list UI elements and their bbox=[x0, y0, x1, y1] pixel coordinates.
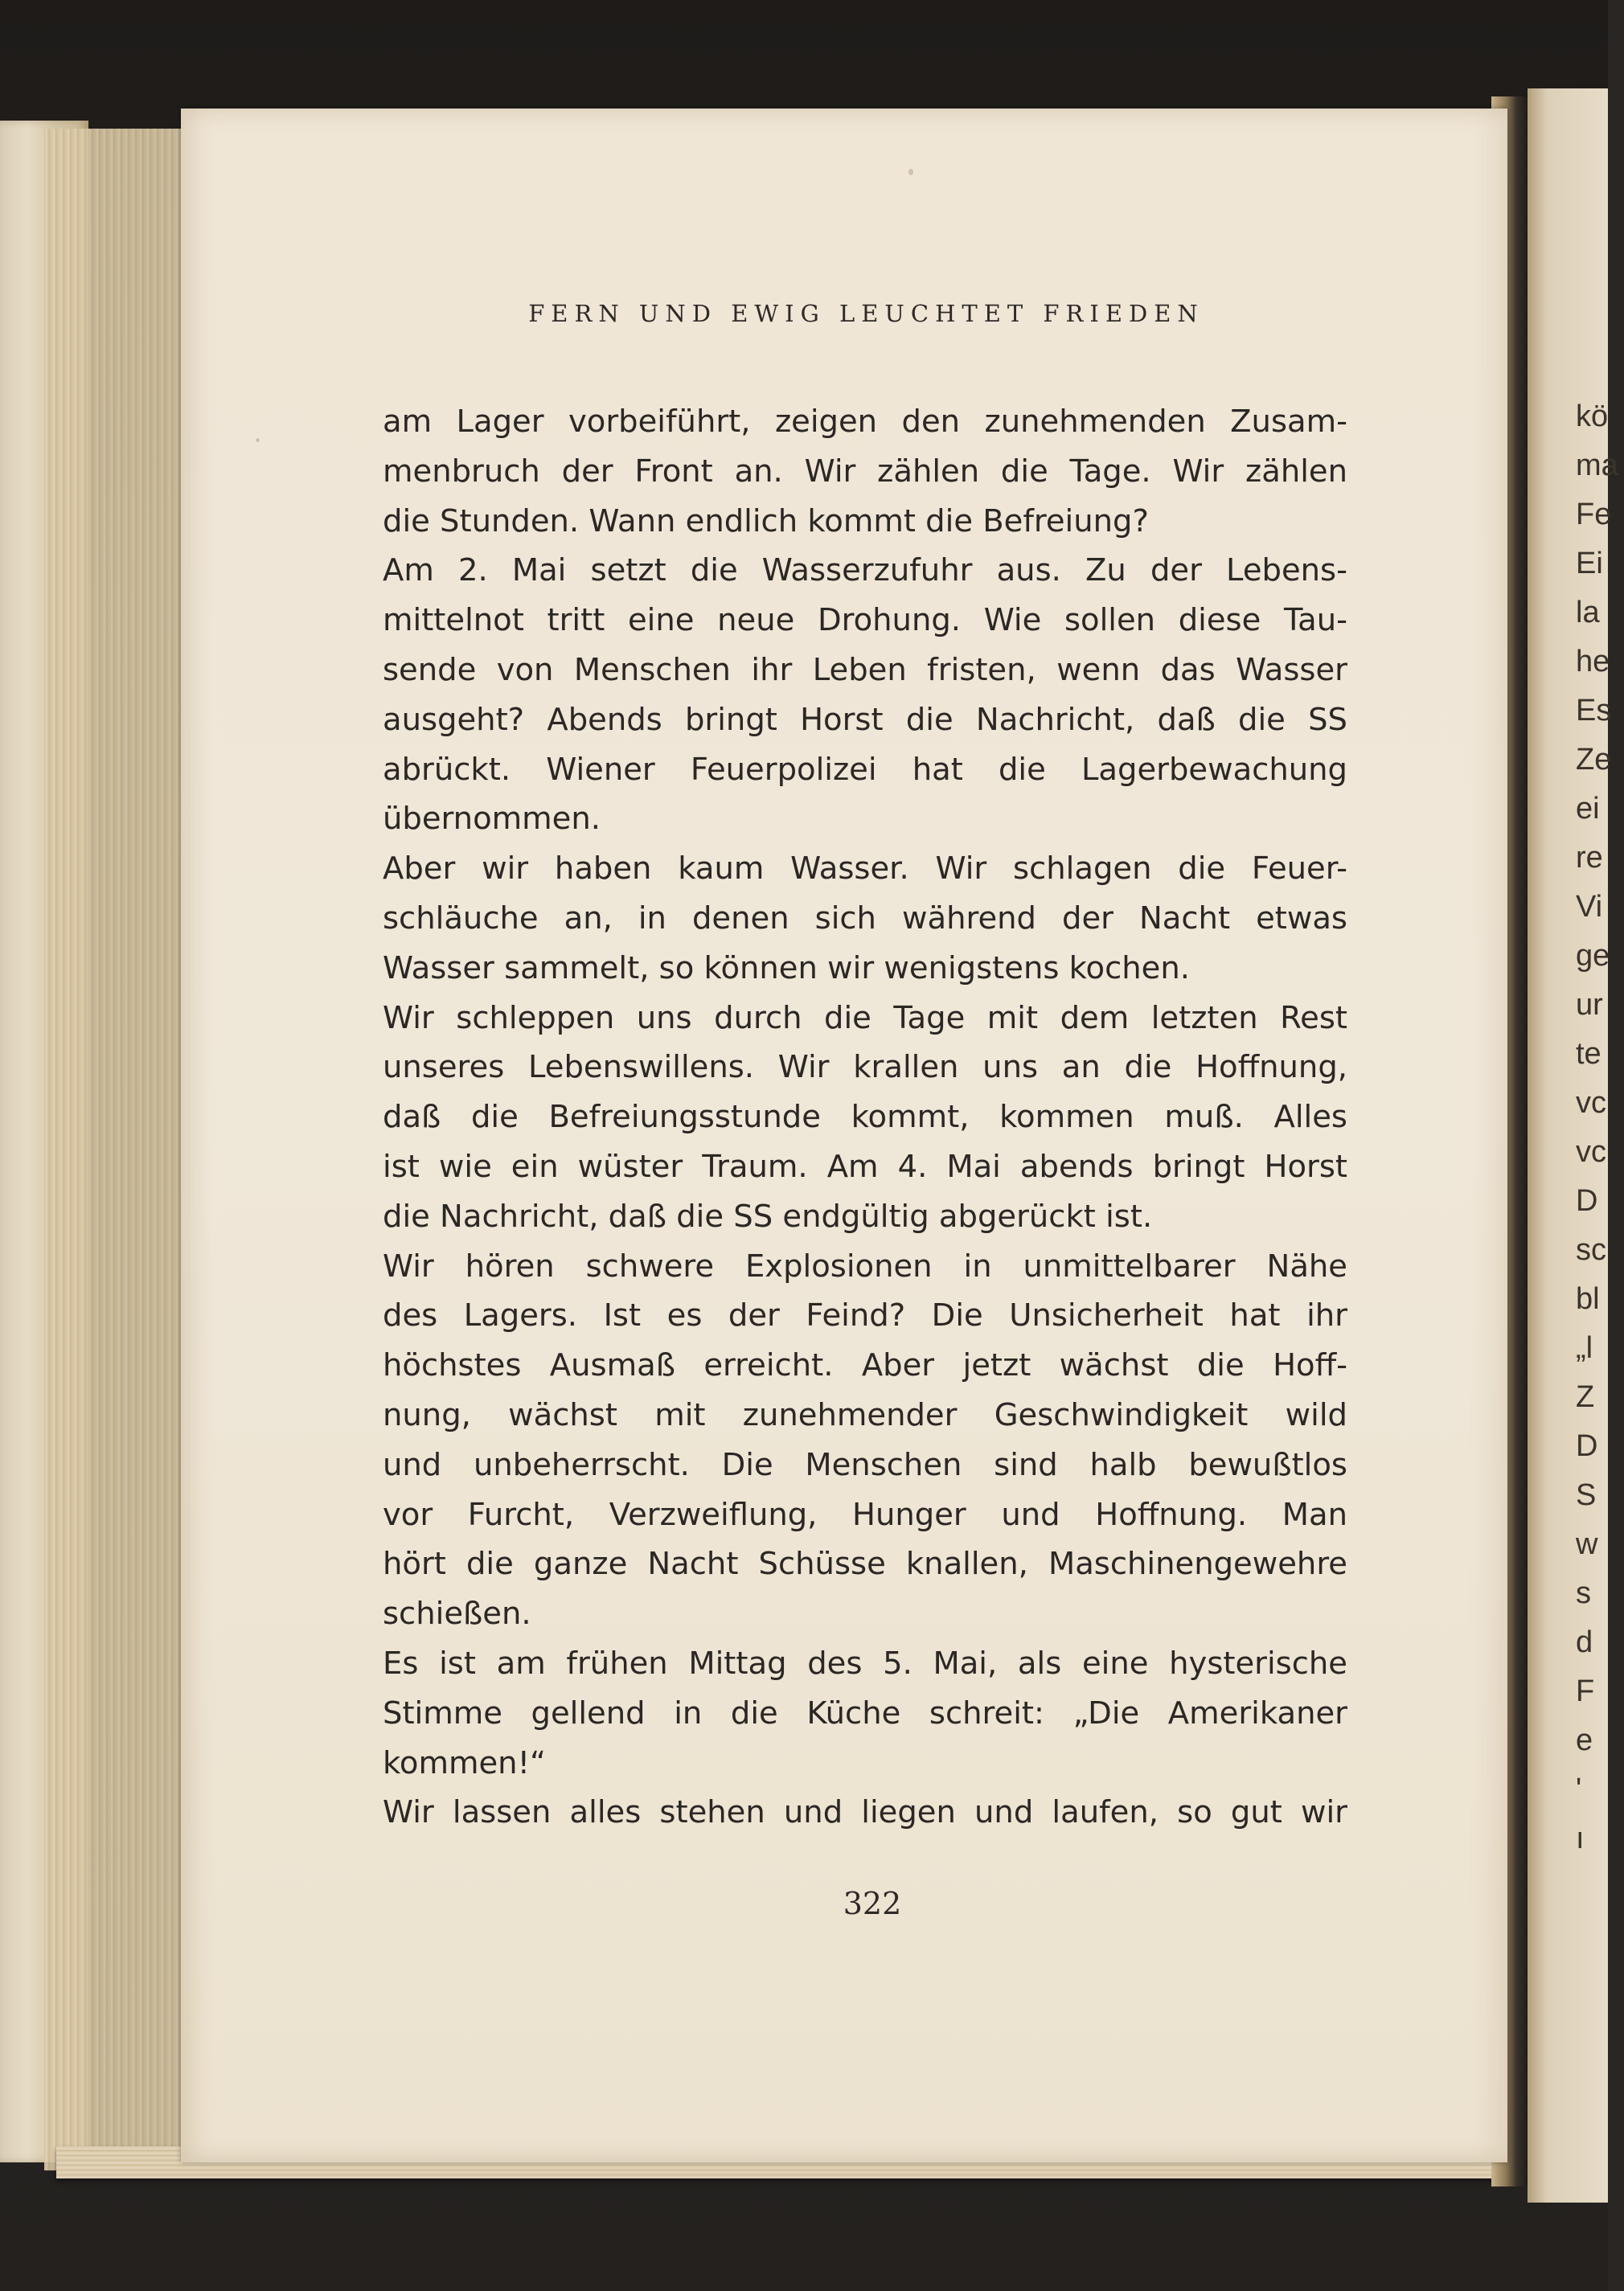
text-line: schläuche an, in denen sich während der Nacht etwas bbox=[383, 900, 1347, 936]
text-line: Wir hören schwere Explosionen in unmittelbarer Nähe bbox=[383, 1248, 1347, 1285]
text-line: des Lagers. Ist es der Feind? Die Unsicherheit hat ihr bbox=[383, 1297, 1347, 1334]
facing-text-fragment: Ei bbox=[1576, 547, 1603, 580]
facing-text-fragment: Vi bbox=[1576, 890, 1603, 924]
facing-text-fragment: kö bbox=[1576, 400, 1609, 433]
facing-text-fragment: ge bbox=[1576, 939, 1610, 973]
facing-text-fragment: ı bbox=[1576, 1822, 1585, 1855]
facing-text-fragment: ma bbox=[1576, 449, 1618, 482]
facing-text-fragment: S bbox=[1576, 1478, 1597, 1512]
facing-text-fragment: bl bbox=[1576, 1282, 1600, 1316]
text-line: die Stunden. Wann endlich kommt die Befreiung? bbox=[383, 502, 1149, 539]
page-stack-edge bbox=[44, 129, 181, 2170]
facing-text-fragment: he bbox=[1576, 645, 1610, 678]
text-line: Wir lassen alles stehen und liegen und laufen, so gut wir bbox=[383, 1794, 1347, 1831]
facing-text-fragment: vc bbox=[1576, 1086, 1606, 1120]
text-line: menbruch der Front an. Wir zählen die Tage. Wir zählen bbox=[383, 453, 1347, 490]
text-line: und unbeherrscht. Die Menschen sind halb bewußtlos bbox=[383, 1446, 1347, 1483]
facing-text-fragment: Fe bbox=[1576, 498, 1612, 531]
body-text bbox=[383, 397, 1347, 1838]
facing-text-fragment: d bbox=[1576, 1625, 1593, 1659]
text-line: sende von Menschen ihr Leben fristen, wenn das Wasser bbox=[383, 651, 1347, 688]
facing-text-fragment: ' bbox=[1576, 1773, 1582, 1806]
facing-text-fragment: „l bbox=[1576, 1331, 1593, 1365]
facing-text-fragment: D bbox=[1576, 1184, 1598, 1218]
facing-text-fragment: w bbox=[1576, 1527, 1598, 1561]
paper-spot bbox=[256, 438, 260, 442]
text-line: die Nachricht, daß die SS endgültig abgerückt ist. bbox=[383, 1198, 1153, 1235]
text-line: ist wie ein wüster Traum. Am 4. Mai abends bringt Horst bbox=[383, 1148, 1347, 1185]
facing-text-fragment: vc bbox=[1576, 1135, 1606, 1169]
text-line: abrückt. Wiener Feuerpolizei hat die Lagerbewachung bbox=[383, 751, 1347, 788]
page-number: 322 bbox=[843, 1886, 902, 1921]
text-line: Es ist am frühen Mittag des 5. Mai, als eine hysterische bbox=[383, 1645, 1347, 1682]
text-line: Stimme gellend in die Küche schreit: „Die Amerikaner bbox=[383, 1695, 1347, 1732]
running-head: FERN UND EWIG LEUCHTET FRIEDEN bbox=[528, 300, 1204, 327]
facing-text-fragment: Ze bbox=[1576, 743, 1612, 777]
text-line: kommen!“ bbox=[383, 1744, 546, 1781]
text-line: nung, wächst mit zunehmender Geschwindigkeit wild bbox=[383, 1396, 1347, 1433]
text-line: übernommen. bbox=[383, 801, 601, 838]
facing-text-fragment: te bbox=[1576, 1037, 1601, 1071]
text-line: unseres Lebenswillens. Wir krallen uns an die Hoffnung, bbox=[383, 1049, 1347, 1086]
text-line: Wir schleppen uns durch die Tage mit dem letzten Rest bbox=[383, 999, 1347, 1036]
text-line: mittelnot tritt eine neue Drohung. Wie sollen diese Tau- bbox=[383, 602, 1347, 639]
facing-text-fragment: sc bbox=[1576, 1233, 1606, 1267]
text-line: Wasser sammelt, so können wir wenigstens kochen. bbox=[383, 949, 1191, 986]
facing-page-text bbox=[1576, 392, 1624, 1863]
facing-text-fragment: e bbox=[1576, 1723, 1593, 1757]
text-line: vor Furcht, Verzweiflung, Hunger und Hoffnung. Man bbox=[383, 1496, 1347, 1533]
facing-text-fragment: Es bbox=[1576, 694, 1612, 727]
text-line: ausgeht? Abends bringt Horst die Nachricht, daß die SS bbox=[383, 701, 1347, 738]
text-line: schießen. bbox=[383, 1596, 531, 1633]
text-line: Am 2. Mai setzt die Wasserzufuhr aus. Zu der Lebens- bbox=[383, 552, 1347, 589]
facing-text-fragment: D bbox=[1576, 1429, 1598, 1463]
facing-text-fragment: Z bbox=[1576, 1380, 1595, 1414]
facing-text-fragment: ur bbox=[1576, 988, 1603, 1022]
text-line: Aber wir haben kaum Wasser. Wir schlagen die Feuer- bbox=[383, 850, 1347, 887]
text-line: daß die Befreiungsstunde kommt, kommen muß. Alles bbox=[383, 1099, 1347, 1136]
facing-text-fragment: la bbox=[1576, 596, 1600, 629]
facing-text-fragment: ei bbox=[1576, 792, 1600, 826]
facing-text-fragment: re bbox=[1576, 841, 1603, 875]
text-line: am Lager vorbeiführt, zeigen den zunehmenden Zusam- bbox=[383, 404, 1347, 440]
paper-spot bbox=[908, 169, 913, 175]
text-line: hört die ganze Nacht Schüsse knallen, Maschinengewehre bbox=[383, 1546, 1347, 1583]
facing-text-fragment: F bbox=[1576, 1674, 1595, 1708]
text-line: höchstes Ausmaß erreicht. Aber jetzt wächst die Hoff- bbox=[383, 1347, 1347, 1384]
facing-text-fragment: s bbox=[1576, 1576, 1591, 1610]
